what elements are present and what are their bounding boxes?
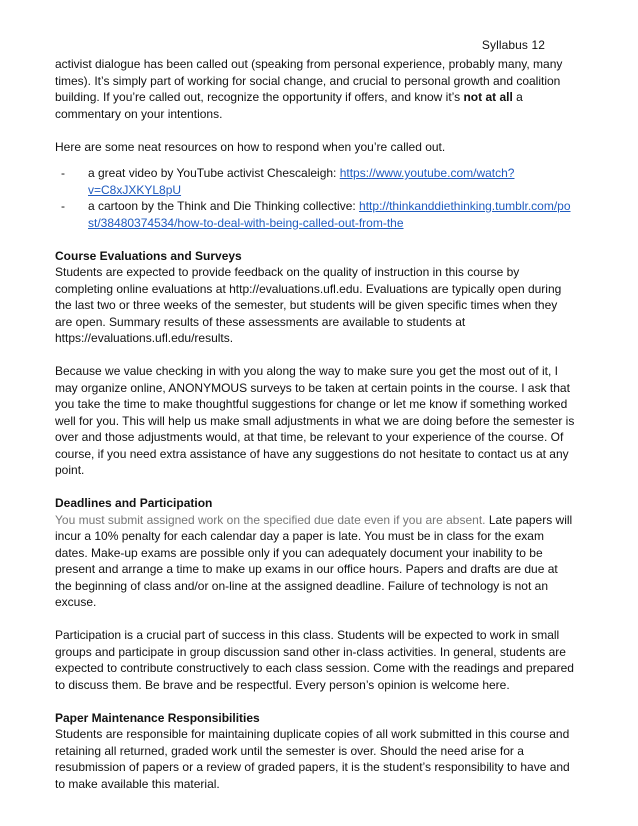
intro-paragraph [55,56,575,122]
intro-text-end: a commentary on your intentions. [55,90,523,121]
paper-paragraph: Students are responsible for maintaining duplicate copies of all work submitted in this course and retaining all returned, graded work until the semester is over. Should the need arise for a resubmission of papers or a review of graded papers, it is the student’s responsibility to have and to make available this material. [55,727,570,791]
evaluations-paragraph: Students are expected to provide feedback on the quality of instruction in this course by completing online evaluations at http://evaluations.ufl.edu. Evaluations are typically open during the last two or three weeks of the semester, but students will be given specific times when they are open. Summary results of these assessments are available to students at https://evaluations.ufl.edu/results. [55,265,562,345]
resources-lead: Here are some neat resources on how to respond when you’re called out. [55,139,446,154]
surveys-paragraph: Because we value checking in with you along the way to make sure you get the most out of it, I may organize online, ANONYMOUS surveys to be taken at certain points in the course. I ask that you take the time to make thoughtful suggestions for change or let me know if something worked well for you. This will help us make small adjustments in what we are doing before the semester is over and those adjustments would, at that time, be relevant to your experience of the course. Of course, if you need extra assistance of have any suggestions do not hesitate to contact us at any point. [55,364,575,477]
intro-text: activist dialogue has been called out (speaking from personal experience, probably many, many times). It’s simply part of working for social change, and crucial to personal growth and coalition building. If you’re called out, recognize the opportunity if offers, and know it’s [55,57,563,104]
resource-list [55,165,575,231]
resource-text: a cartoon by the Think and Die Thinking collective: [88,199,360,213]
intro-emphasis: not at all [463,90,513,104]
list-dash: - [61,199,65,213]
deadlines-text: Late papers will incur a 10% penalty for each calendar day a paper is late. You must be in class for the exam dates. Make-up exams are possible only if you can adequately document your inability to be present and arrange a time to make up exams in our office hours. Papers and drafts are due at the beginning of class and/or on-line at the assigned deadline. Failure of technology is not an excuse. [55,512,573,609]
deadlines-heading: Deadlines and Participation [55,496,213,510]
list-item [55,198,575,231]
list-dash: - [61,166,65,180]
video-link[interactable]: https://www.youtube.com/watch?v=C8xJXKYL8pU [88,166,515,197]
list-item [55,165,575,198]
page-header: Syllabus 12 [481,38,545,52]
resource-text: a great video by YouTube activist Chescaleigh: [88,166,340,180]
deadlines-gray-text: You must submit assigned work on the specified due date even if you are absent. [55,512,486,527]
document-body [55,56,575,792]
deadlines-paragraph [55,512,575,611]
participation-paragraph: Participation is a crucial part of success in this class. Students will be expected to work in small groups and participate in group discussion sand other in-class activities. In general, students are expected to contribute constructively to each class session. Come with the readings and prepared to discuss them. Be brave and be respectful. Every person’s opinion is welcome here. [55,628,574,692]
evaluations-heading: Course Evaluations and Surveys [55,248,242,263]
paper-heading: Paper Maintenance Responsibilities [55,710,260,725]
cartoon-link[interactable]: http://thinkanddiethinking.tumblr.com/post/38480374534/how-to-deal-with-being-called-out-from-the [88,199,571,230]
